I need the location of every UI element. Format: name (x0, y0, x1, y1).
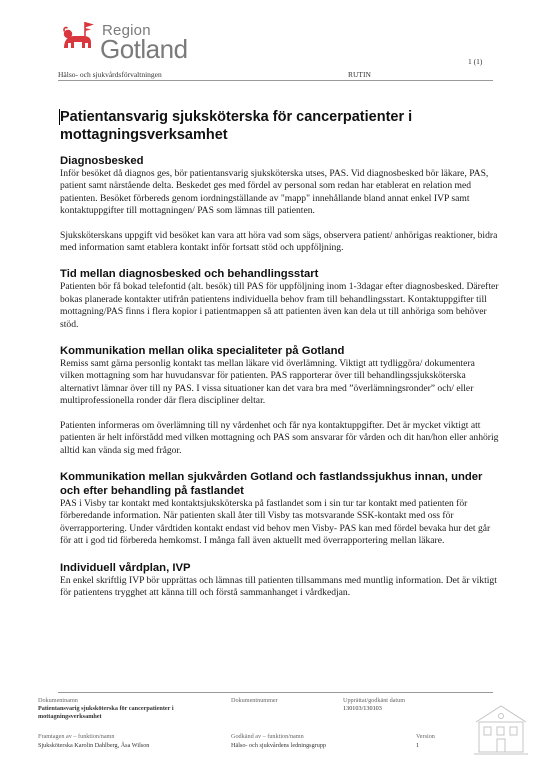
section-heading-kommunikation-specialiteter: Kommunikation mellan olika specialiteter på Gotland (60, 345, 345, 358)
building-stamp-icon (470, 700, 532, 758)
paragraph: Sjuksköterskans uppgift vid besöket kan vara att höra vad som sägs, observera patient/ anhörigas reaktioner, bidra med information samt etablera kontakt inför fortsatt stöd och uppföljning. (60, 229, 498, 254)
section-heading-tid-mellan: Tid mellan diagnosbesked och behandlingsstart (60, 268, 319, 281)
footer-docnumber-label: Dokumentnummer (231, 697, 278, 704)
footer-version-value: 1 (416, 742, 420, 749)
footer-version-label: Version (416, 733, 435, 740)
document-type: RUTIN (348, 70, 371, 79)
ram-emblem-icon (58, 18, 98, 58)
footer-docname-label: Dokumentnamn (38, 697, 78, 704)
footer-approver-value: Hälso- och sjukvårdens ledningsgrupp (231, 742, 327, 749)
document-title: Patientansvarig sjuksköterska för cancerpatienter i mottagningsverksamhet (60, 109, 413, 143)
paragraph: Patienten bör få bokad telefontid (alt. besök) till PAS för uppföljning inom 1-3dagar efter diagnosbesked. Därefter bokas planerade kontakter utifrån patientens individuella behov fram till behandlingsstart. Kontaktuppgifter till mottagning/PAS finns i flera kopior i patientmappen så att patienten även kan dela ut till anhöriga som behöver stöd. (60, 281, 499, 330)
department-name: Hälso- och sjukvårdsförvaltningen (58, 70, 162, 79)
footer-divider (58, 692, 493, 693)
footer-author-value: Sjuksköterska Karolin Dahlberg, Åsa Wilson (38, 742, 150, 749)
paragraph: Remiss samt gärna personlig kontakt tas mellan läkare vid överlämning. Viktigt att tydliggöra/ dokumentera vilken mottagning som har huvudansvar för patienten. PAS rapporterar över till behandlingssjuksköterska alternativt lämnar över till ny PAS. I vissa situationer kan det vara bra med ”överlämningsronder” och/ eller multiprofessionella ronder där flera discipliner deltar. (60, 358, 475, 407)
paragraph: Patienten informeras om överlämning till ny vårdenhet och får nya kontaktuppgifter. Det är mycket viktigt att patienten är helt införstådd med vilken mottagning och PAS som ansvarar för vården och dit han/hon eller anhörig alltid kan vända sig med frågor. (60, 419, 499, 456)
logo-gotland-text: Gotland (100, 34, 188, 64)
section-heading-kommunikation-fastland: Kommunikation mellan sjukvården Gotland och fastlandssjukhus innan, under och efter behandling på fastlandet (60, 470, 483, 497)
page-number: 1 (1) (468, 57, 483, 66)
footer-author-label: Framtagen av – funktion/namn (38, 733, 115, 740)
section-heading-diagnosbesked: Diagnosbesked (60, 155, 144, 167)
logo-region-text: Region (102, 22, 151, 39)
region-gotland-logo (58, 16, 198, 68)
footer-date-value: 130103/130103 (343, 705, 382, 712)
section-heading-ivp: Individuell vårdplan, IVP (60, 561, 191, 574)
paragraph: Inför besöket då diagnos ges, bör patientansvarig sjuksköterska utses, PAS. Vid diagnosbesked bör läkare, PAS, patient samt närstående delta. Beskedet ges med fördel av personal som redan har etablerat en relation med patienten. Besöket förbereds genom iordningställande av "mapp" innehållande bland annat enkel IVP samt kontaktuppgifter till mottagningen/ PAS som lämnas till patienten. (60, 168, 489, 217)
footer-date-label: Upprättat/godkänt datum (343, 697, 406, 704)
paragraph: En enkel skriftlig IVP bör upprättas och lämnas till patienten tillsammans med muntlig information. Det är viktigt för patientens trygghet att känna till och förstå sammanhanget i vårdkedjan. (60, 574, 497, 598)
document-body (60, 154, 500, 599)
paragraph: PAS i Visby tar kontakt med kontaktsjuksköterska på fastlandet som i sin tur tar kontakt med patienten för förberedande information. När patienten skall åter till Visby tas motsvarande SSK-kontakt med oss för överrapportering. Under vårdtiden kontakt endast vid behov men Visby- PAS kan med fördel bevaka hur det går för att i god tid förbereda hemkomst. I många fall även aktuellt med överrapportering mellan läkare. (60, 497, 491, 547)
footer-approver-label: Godkänd av – funktion/namn (231, 733, 304, 740)
header-divider (58, 80, 493, 81)
footer-docname-value: Patientansvarig sjuksköterska för cancerpatienter i mottagningsverksamhet (38, 705, 174, 720)
